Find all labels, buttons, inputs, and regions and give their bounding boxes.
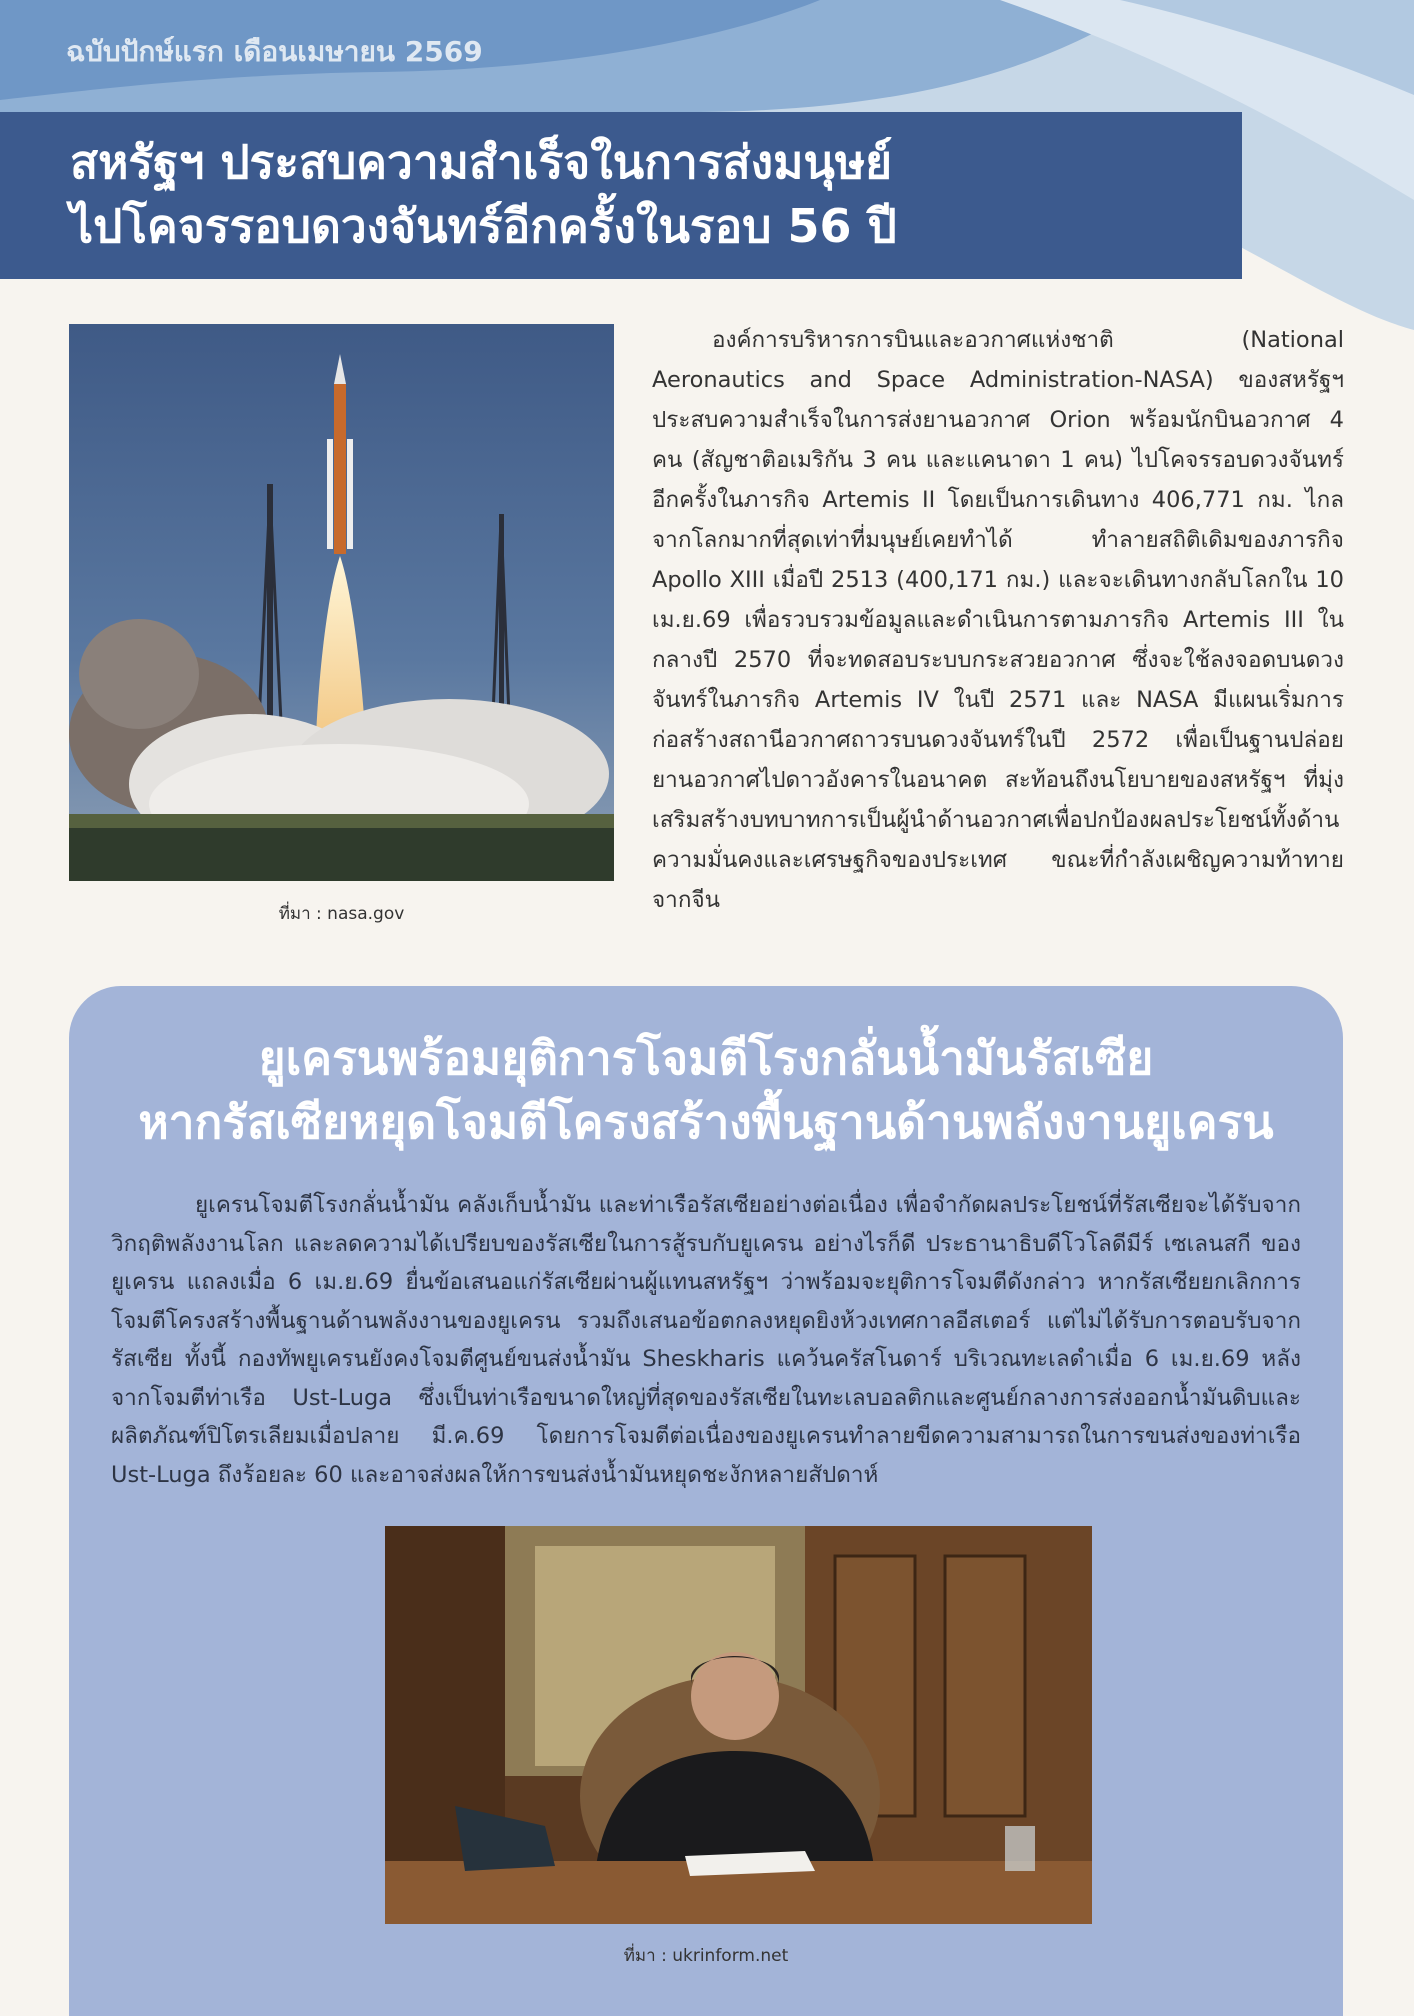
article-2-paragraph: ยูเครนโจมตีโรงกลั่นน้ำมัน คลังเก็บน้ำมัน และท่าเรือรัสเซียอย่างต่อเนื่อง เพื่อจำกัดผลประโยชน์ที่รัสเซียจะได้รับจากวิกฤติพลังงานโลก และลดความได้เปรียบของรัสเซียในการสู้รบกับยูเครน อย่างไรก็ดี ประธานาธิบดีโวโลดีมีร์ เซเลนสกี ของยูเครน แถลงเมื่อ 6 เม.ย.69 ยื่นข้อเสนอแก่รัสเซียผ่านผู้แทนสหรัฐฯ ว่าพร้อมจะยุติการโจมตีดังกล่าว หากรัสเซียยกเลิกการโจมตีโครงสร้างพื้นฐานด้านพลังงานของยูเครน รวมถึงเสนอข้อตกลงหยุดยิงห้วงเทศกาลอีสเตอร์ แต่ไม่ได้รับการตอบรับจากรัสเซีย ทั้งนี้ กองทัพยูเครนยังคงโจมตีศูนย์ขนส่งน้ำมัน Sheskharis แคว้นครัสโนดาร์ บริเวณทะเลดำเมื่อ 6 เม.ย.69 หลังจากโจมตีท่าเรือ Ust-Luga ซึ่งเป็นท่าเรือขนาดใหญ่ที่สุดของรัสเซียในทะเลบอลติกและศูนย์กลางการส่งออกน้ำมันดิบและผลิตภัณฑ์ปิโตรเลียมเมื่อปลาย มี.ค.69 โดยการโจมตีต่อเนื่องของยูเครนทำลายขีดความสามารถในการขนส่งของท่าเรือ Ust-Luga ถึงร้อยละ 60 และอาจส่งผลให้การขนส่งน้ำมันหยุดชะงักหลายสัปดาห์ xyxy=(111,1192,1301,1488)
rocket-launch-photo xyxy=(69,324,614,881)
photo-2-credit: ที่มา : ukrinform.net xyxy=(623,1946,789,1966)
article-1-body xyxy=(652,320,1344,920)
article-1-headline-line-1: สหรัฐฯ ประสบความสำเร็จในการส่งมนุษย์ xyxy=(70,135,893,189)
article-2-body xyxy=(111,1186,1301,1494)
article-1-headline-line-2: ไปโคจรรอบดวงจันทร์อีกครั้งในรอบ 56 ปี xyxy=(70,199,897,253)
article-1-headline-banner xyxy=(0,112,1242,279)
issue-label: ฉบับปักษ์แรก เดือนเมษายน 2569 xyxy=(66,35,483,68)
article-1-paragraph: องค์การบริหารการบินและอวกาศแห่งชาติ (National Aeronautics and Space Administration-NASA) ของสหรัฐฯ ประสบความสำเร็จในการส่งยานอวกาศ Orion พร้อมนักบินอวกาศ 4 คน (สัญชาติอเมริกัน 3 คน และแคนาดา 1 คน) ไปโคจรรอบดวงจันทร์อีกครั้งในภารกิจ Artemis II โดยเป็นการเดินทาง 406,771 กม. ไกลจากโลกมากที่สุดเท่าที่มนุษย์เคยทำได้ ทำลายสถิติเดิมของภารกิจ Apollo XIII เมื่อปี 2513 (400,171 กม.) และจะเดินทางกลับโลกใน 10 เม.ย.69 เพื่อรวบรวมข้อมูลและดำเนินการตามภารกิจ Artemis III ในกลางปี 2570 ที่จะทดสอบระบบกระสวยอวกาศ ซึ่งจะใช้ลงจอดบนดวงจันทร์ในภารกิจ Artemis IV ในปี 2571 และ NASA มีแผนเริ่มการก่อสร้างสถานีอวกาศถาวรบนดวงจันทร์ในปี 2572 เพื่อเป็นฐานปล่อยยานอวกาศไปดาวอังคารในอนาคต สะท้อนถึงนโยบายของสหรัฐฯ ที่มุ่งเสริมสร้างบทบาทการเป็นผู้นำด้านอวกาศเพื่อปกป้องผลประโยชน์ทั้งด้านความมั่นคงและเศรษฐกิจของประเทศ ขณะที่กำลังเผชิญความท้าทายจากจีน xyxy=(652,327,1344,913)
zelensky-desk-photo xyxy=(385,1526,1092,1924)
article-2-headline-line-2: หากรัสเซียหยุดโจมตีโครงสร้างพื้นฐานด้านพลังงานยูเครน xyxy=(138,1095,1274,1149)
photo-1-credit: ที่มา : nasa.gov xyxy=(278,904,405,924)
article-2-headline-line-1: ยูเครนพร้อมยุติการโจมตีโรงกลั่นน้ำมันรัสเซีย xyxy=(258,1031,1154,1085)
article-2-panel xyxy=(69,986,1343,2016)
